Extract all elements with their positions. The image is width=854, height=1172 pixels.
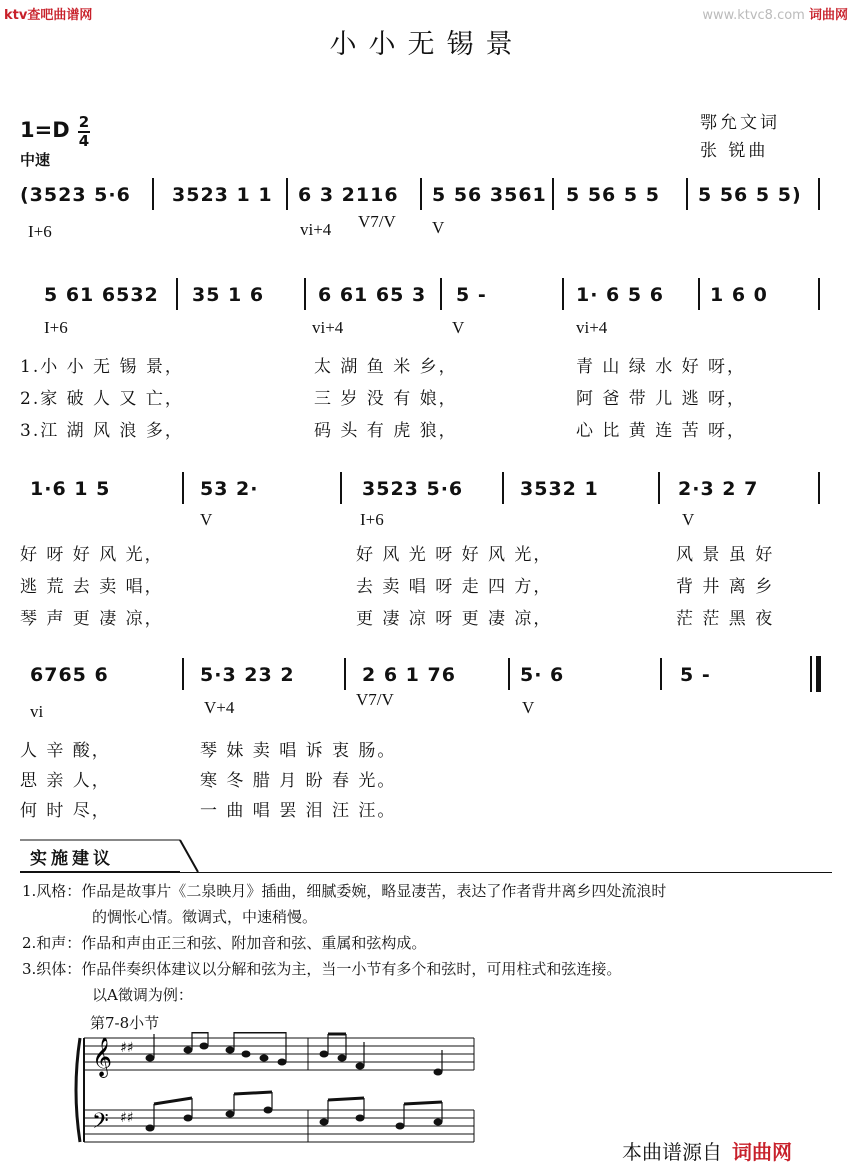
chord-symbol: I+6 bbox=[360, 510, 384, 529]
measure: 2 6 1 76 bbox=[362, 664, 456, 686]
staff-example bbox=[70, 1032, 490, 1152]
measure: 3532 1 bbox=[520, 478, 599, 500]
suggestion-item: 以A徵调为例： bbox=[92, 986, 193, 1004]
measure: 3523 5·6 bbox=[362, 478, 464, 500]
tempo-marking: 中速 bbox=[20, 151, 51, 169]
chord-symbol: V+4 bbox=[204, 698, 235, 717]
suggestion-item: 1.风格：作品是故事片《二泉映月》插曲，细腻委婉，略显凄苦，表达了作者背井离乡四处流浪时 bbox=[22, 882, 667, 900]
lyric-line: 茫 茫 黑 夜 bbox=[676, 609, 775, 629]
chord-symbol: I+6 bbox=[44, 318, 68, 337]
lyric-line: 1.小 小 无 锡 景， bbox=[20, 357, 184, 377]
lyric-line: 好 风 光 呀 好 风 光， bbox=[356, 545, 553, 565]
chord-symbol: vi+4 bbox=[312, 318, 344, 337]
suggestion-item: 3.织体：作品伴奏织体建议以分解和弦为主，当一小节有多个和弦时，可用柱式和弦连接。 bbox=[22, 960, 622, 978]
lyricist-credit: 鄂允文词 bbox=[700, 113, 780, 133]
chord-symbol: V7/V bbox=[358, 212, 396, 231]
lyric-line: 去 卖 唱 呀 走 四 方， bbox=[356, 577, 553, 597]
chord-symbol: V bbox=[522, 698, 535, 717]
measure: 5 56 5 5) bbox=[698, 184, 802, 206]
lyric-line: 逃 荒 去 卖 唱， bbox=[20, 577, 164, 597]
lyric-line: 三 岁 没 有 娘， bbox=[314, 389, 458, 409]
lyric-line: 更 凄 凉 呀 更 凄 凉， bbox=[356, 609, 553, 629]
measure: 35 1 6 bbox=[192, 284, 265, 306]
measure: 3523 1 1 bbox=[172, 184, 273, 206]
svg-text:♯♯: ♯♯ bbox=[120, 1110, 134, 1126]
measure: 5 56 3561 bbox=[432, 184, 547, 206]
example-label: 第7-8小节 bbox=[90, 1014, 160, 1032]
lyric-line: 2.家 破 人 又 亡， bbox=[20, 389, 184, 409]
chord-symbol: V7/V bbox=[356, 690, 394, 709]
composer-credit: 张 锐曲 bbox=[700, 141, 769, 161]
measure: (3523 5·6 bbox=[20, 184, 131, 206]
lyric-line: 太 湖 鱼 米 乡， bbox=[314, 357, 458, 377]
time-signature: 2 4 bbox=[78, 113, 90, 150]
measure: 5·3 23 2 bbox=[200, 664, 295, 686]
measure: 5 61 6532 bbox=[44, 284, 159, 306]
chord-symbol: vi bbox=[30, 702, 44, 721]
lyric-line: 何 时 尽， bbox=[20, 801, 111, 821]
chord-symbol: V bbox=[432, 218, 445, 237]
source-footer: 本曲谱源自 词曲网 bbox=[622, 1140, 792, 1164]
song-title: 小小无锡景 bbox=[329, 29, 525, 60]
suggestions-heading: 实施建议 bbox=[20, 838, 180, 872]
measure: 2·3 2 7 bbox=[678, 478, 759, 500]
key-signature: 1=D bbox=[20, 118, 70, 142]
lyric-line: 一 曲 唱 罢 泪 汪 汪。 bbox=[200, 801, 397, 821]
chord-symbol: V bbox=[200, 510, 213, 529]
lyric-line: 琴 声 更 凄 凉， bbox=[20, 609, 164, 629]
measure: 5· 6 bbox=[520, 664, 565, 686]
chord-symbol: V bbox=[682, 510, 695, 529]
measure: 5 - bbox=[680, 664, 711, 686]
chord-symbol: V bbox=[452, 318, 465, 337]
lyric-line: 心 比 黄 连 苦 呀， bbox=[576, 421, 747, 441]
lyric-line: 琴 妹 卖 唱 诉 衷 肠。 bbox=[200, 741, 397, 761]
lyric-line: 背 井 离 乡 bbox=[676, 577, 775, 597]
suggestion-item: 2.和声：作品和声由正三和弦、附加音和弦、重属和弦构成。 bbox=[22, 934, 427, 952]
lyric-line: 寒 冬 腊 月 盼 春 光。 bbox=[200, 771, 397, 791]
lyric-line: 3.江 湖 风 浪 多， bbox=[20, 421, 184, 441]
watermark-right: www.ktvc8.com 词曲网 bbox=[702, 8, 848, 23]
lyric-line: 好 呀 好 风 光， bbox=[20, 545, 164, 565]
chord-symbol: vi+4 bbox=[300, 220, 332, 239]
measure: 1 6 0 bbox=[710, 284, 768, 306]
measure: 53 2· bbox=[200, 478, 259, 500]
lyric-line: 青 山 绿 水 好 呀， bbox=[576, 357, 747, 377]
lyric-line: 阿 爸 带 儿 逃 呀， bbox=[576, 389, 747, 409]
measure: 6 3 2116 bbox=[298, 184, 399, 206]
chord-symbol: I+6 bbox=[28, 222, 52, 241]
watermark-left: ktv查吧曲谱网 bbox=[4, 8, 93, 23]
suggestion-item: 的惆怅心情。徵调式，中速稍慢。 bbox=[92, 908, 318, 926]
measure: 6765 6 bbox=[30, 664, 109, 686]
lyric-line: 风 景 虽 好 bbox=[676, 545, 775, 565]
measure: 5 - bbox=[456, 284, 487, 306]
svg-text:𝄞: 𝄞 bbox=[92, 1037, 113, 1077]
chord-symbol: vi+4 bbox=[576, 318, 608, 337]
lyric-line: 思 亲 人， bbox=[20, 771, 111, 791]
lyric-line: 人 辛 酸， bbox=[20, 741, 111, 761]
measure: 5 56 5 5 bbox=[566, 184, 660, 206]
measure: 1· 6 5 6 bbox=[576, 284, 664, 306]
lyric-line: 码 头 有 虎 狼， bbox=[314, 421, 458, 441]
measure: 6 61 65 3 bbox=[318, 284, 427, 306]
svg-text:𝄢: 𝄢 bbox=[92, 1109, 109, 1139]
measure: 1·6 1 5 bbox=[30, 478, 111, 500]
svg-text:♯♯: ♯♯ bbox=[120, 1040, 134, 1056]
